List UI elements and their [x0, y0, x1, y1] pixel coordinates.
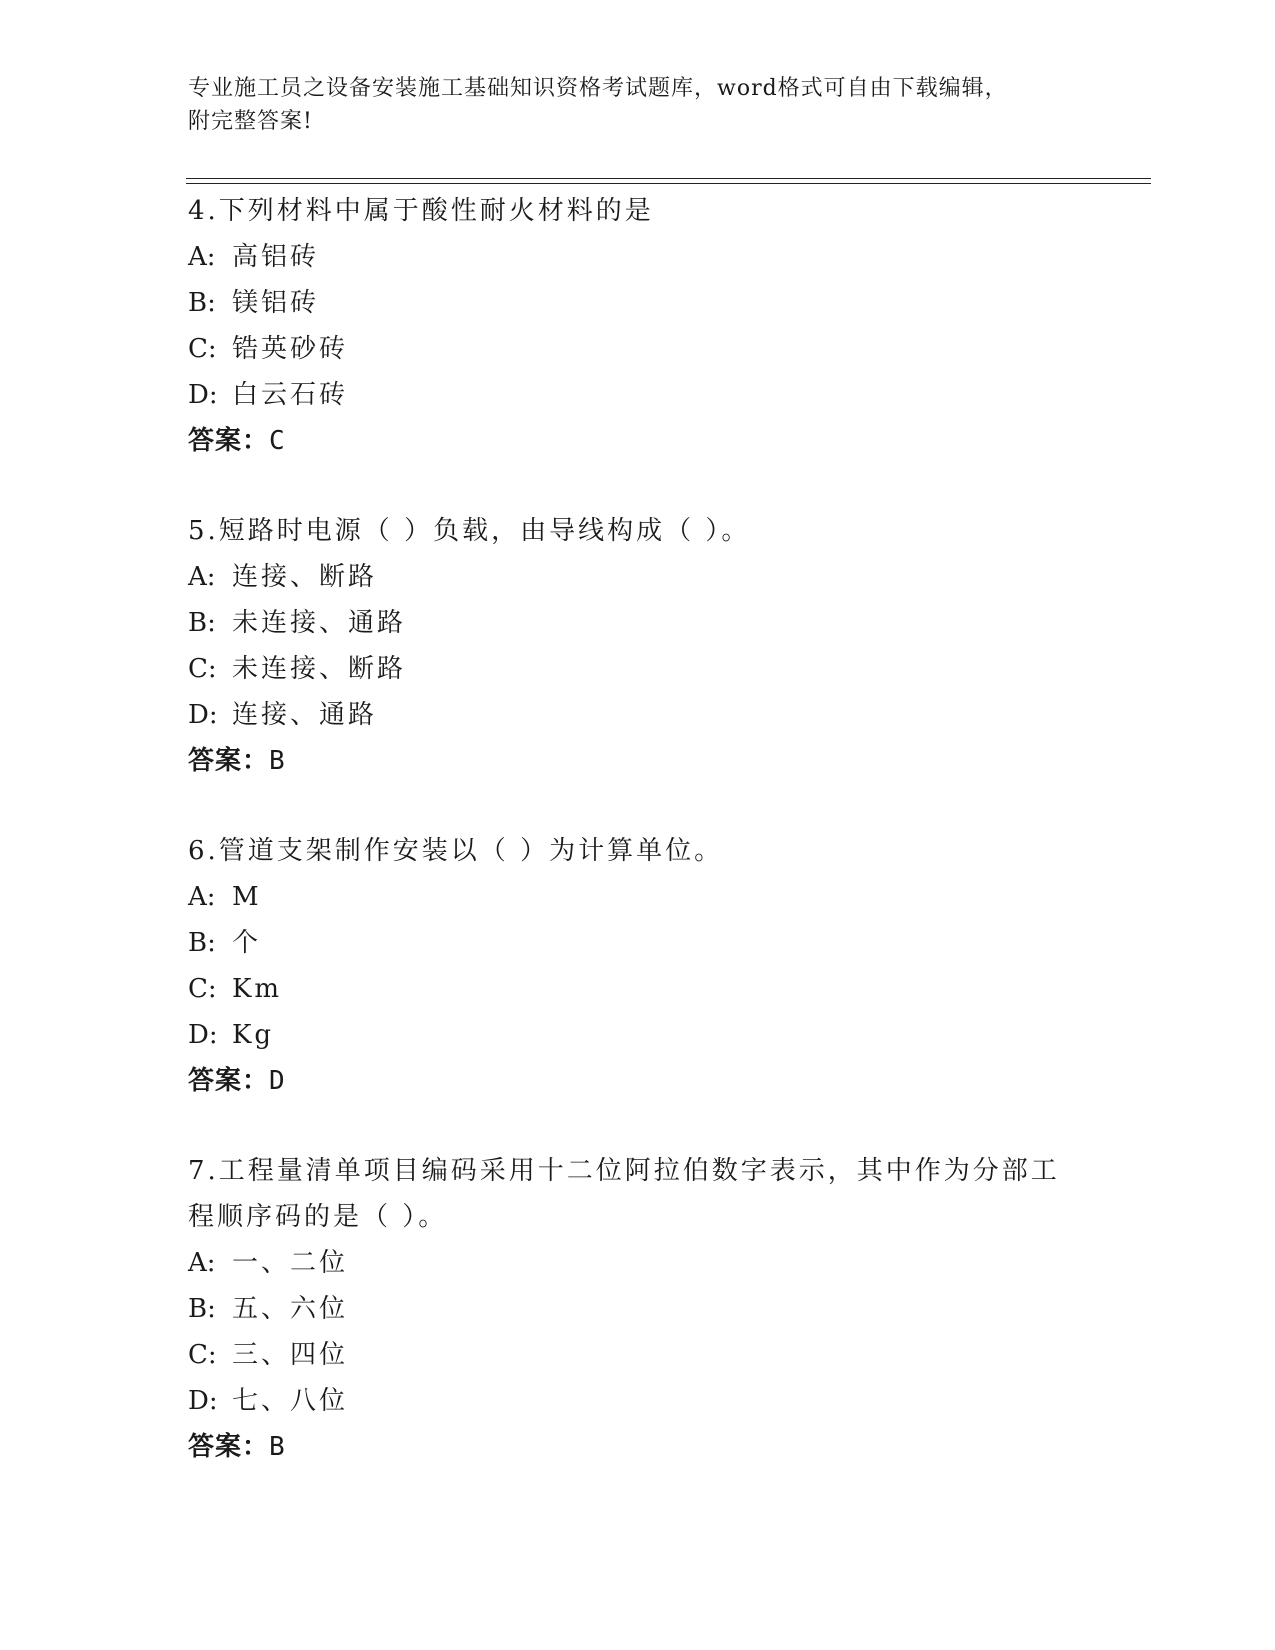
- option-text: 锆英砂砖: [232, 334, 349, 364]
- option-b: [188, 1286, 1068, 1332]
- answer-line: [188, 1424, 1068, 1470]
- option-letter: B:: [188, 1294, 216, 1324]
- option-d: [188, 1378, 1068, 1424]
- option-letter: B:: [188, 608, 216, 638]
- answer-label: 答案：: [188, 1432, 270, 1462]
- option-a: [188, 554, 1068, 600]
- option-letter: C:: [188, 1340, 217, 1370]
- option-letter: C:: [188, 334, 217, 364]
- option-a: [188, 1240, 1068, 1286]
- option-text: M: [232, 882, 262, 912]
- option-c: [188, 966, 1068, 1012]
- option-d: [188, 692, 1068, 738]
- option-letter: D:: [188, 700, 218, 730]
- option-text: 七、八位: [232, 1386, 349, 1416]
- header-line-1: 专业施工员之设备安装施工基础知识资格考试题库，word格式可自由下载编辑，: [188, 76, 1008, 101]
- option-text: 镁铝砖: [232, 288, 320, 318]
- answer-label: 答案：: [188, 1066, 270, 1096]
- question-block: [188, 508, 1068, 784]
- option-letter: C:: [188, 974, 217, 1004]
- option-text: Km: [232, 974, 283, 1004]
- option-c: [188, 326, 1068, 372]
- option-letter: B:: [188, 288, 216, 318]
- option-a: [188, 874, 1068, 920]
- question-block: [188, 828, 1068, 1104]
- question-block: [188, 188, 1068, 464]
- option-letter: D:: [188, 380, 218, 410]
- option-letter: A:: [188, 882, 216, 912]
- answer-value: D: [269, 1066, 286, 1096]
- option-text: 未连接、通路: [232, 608, 407, 638]
- answer-label: 答案：: [188, 426, 270, 456]
- option-text: 五、六位: [232, 1294, 349, 1324]
- answer-value: C: [269, 426, 286, 456]
- question-title: 7.工程量清单项目编码采用十二位阿拉伯数字表示，其中作为分部工程顺序码的是（ ）。: [188, 1156, 1060, 1232]
- option-text: 未连接、断路: [232, 654, 407, 684]
- option-d: [188, 372, 1068, 418]
- header-divider-top: [186, 178, 1151, 179]
- option-text: 白云石砖: [232, 380, 349, 410]
- question-title: 6.管道支架制作安装以（ ）为计算单位。: [188, 836, 724, 866]
- header-divider-bottom: [186, 183, 1151, 184]
- option-c: [188, 646, 1068, 692]
- option-letter: A:: [188, 242, 216, 272]
- option-b: [188, 920, 1068, 966]
- answer-value: B: [269, 1432, 286, 1462]
- question-title: 4.下列材料中属于酸性耐火材料的是: [188, 196, 654, 226]
- option-d: [188, 1012, 1068, 1058]
- option-text: 高铝砖: [232, 242, 320, 272]
- option-letter: B:: [188, 928, 216, 958]
- answer-label: 答案：: [188, 746, 270, 776]
- option-text: Kg: [232, 1020, 275, 1050]
- option-b: [188, 600, 1068, 646]
- answer-value: B: [269, 746, 286, 776]
- option-letter: A:: [188, 562, 216, 592]
- option-letter: D:: [188, 1386, 218, 1416]
- document-header: [188, 72, 1088, 138]
- answer-line: [188, 738, 1068, 784]
- answer-line: [188, 418, 1068, 464]
- option-a: [188, 234, 1068, 280]
- option-text: 连接、断路: [232, 562, 378, 592]
- header-line-2: 附完整答案!: [188, 109, 313, 134]
- answer-line: [188, 1058, 1068, 1104]
- option-letter: A:: [188, 1248, 216, 1278]
- option-c: [188, 1332, 1068, 1378]
- question-block: [188, 1148, 1068, 1470]
- question-title: 5.短路时电源（ ）负载，由导线构成（ ）。: [188, 516, 751, 546]
- option-text: 个: [232, 928, 262, 958]
- option-text: 三、四位: [232, 1340, 349, 1370]
- option-text: 一、二位: [232, 1248, 349, 1278]
- option-letter: D:: [188, 1020, 218, 1050]
- option-letter: C:: [188, 654, 217, 684]
- option-b: [188, 280, 1068, 326]
- option-text: 连接、通路: [232, 700, 378, 730]
